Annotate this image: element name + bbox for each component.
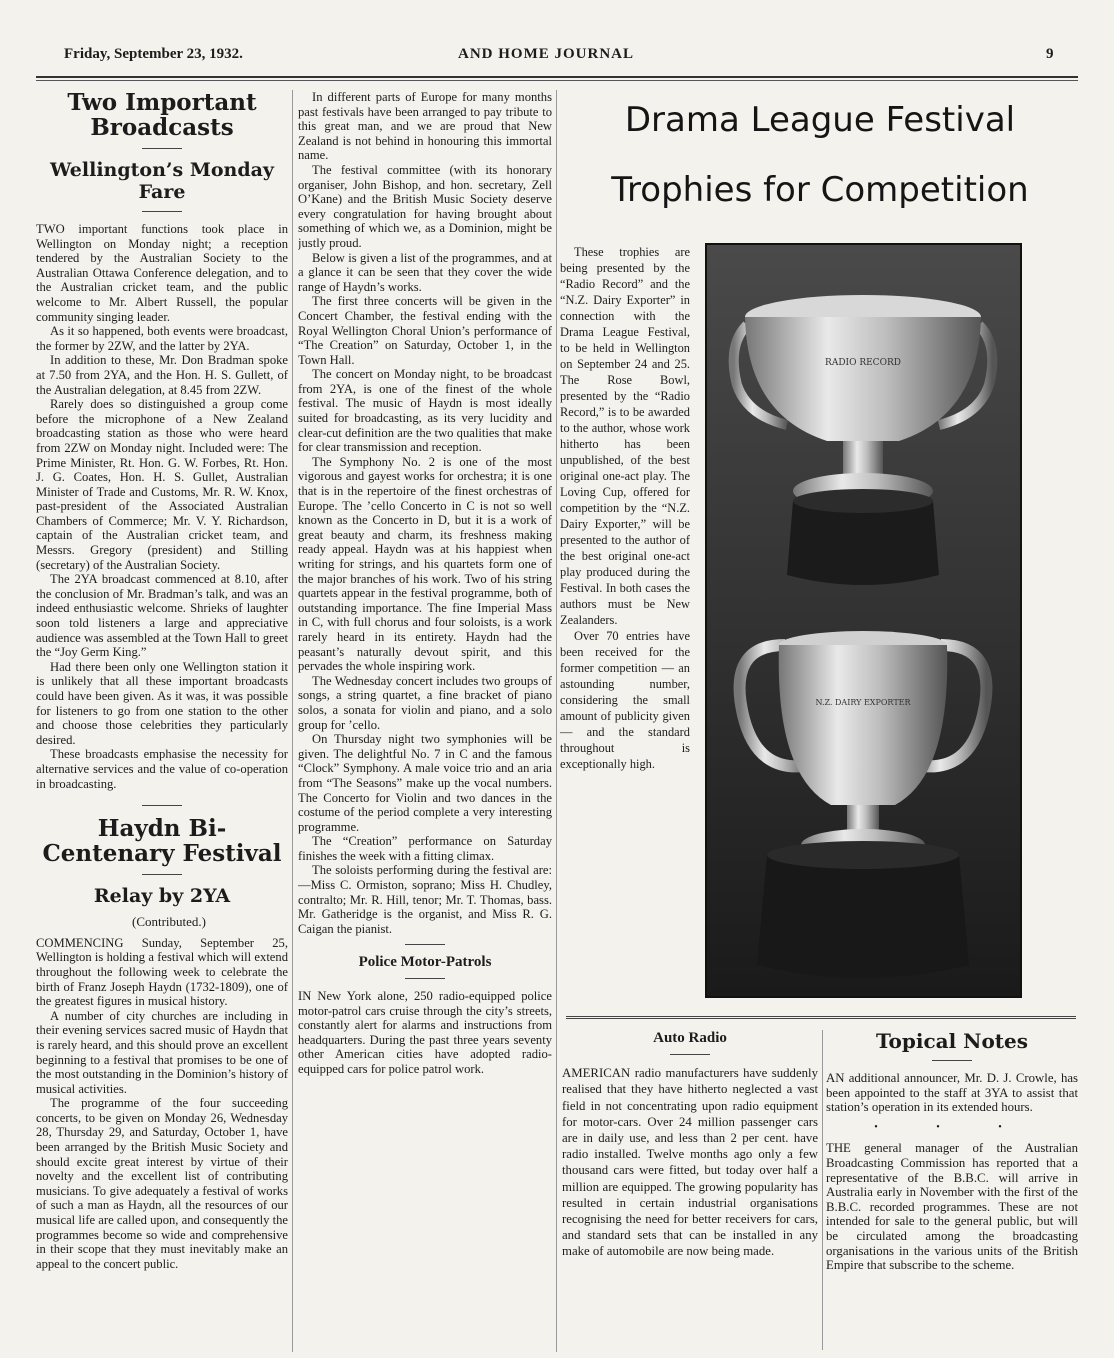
page-number: 9 [1046,46,1054,62]
trophies-illustration [707,245,1020,996]
article2-title: Haydn Bi-Centenary Festival [42,815,282,868]
drama-title-line1: Drama League Festival [624,100,1016,140]
article2-paragraph: The programme of the four succeeding concerts, to be given on Monday 26, Wednesday 28, Thursday 29, and Saturday, October 1, have been arranged by the British Music Society and should excite great interest by virtue of their novelty and the excellent list of contributing musicians. To give adequately a festival of works of such a man as Haydn, all the resources of our musical life are called upon, and consequently the programmes become so wide and comprehensive in their scope that they must inevitably make an appeal to the concert public. [36,1096,288,1271]
article2-paragraph: The concert on Monday night, to be broadcast from 2YA, is one of the finest of the whole festival. The music of Haydn is most ideally suited for broadcasting, as its very lucidity and clear-cut definition are the two qualities that make for clear transmission and reception. [298,367,552,455]
section-rule [566,1016,1076,1019]
rose-bowl-engraving: RADIO RECORD [825,358,901,368]
topical-notes-column [826,1030,1078,1273]
article2-paragraph: In different parts of Europe for many months past festivals have been arranged to pay tribute to this great man, and we are proud that New Zealand is not behind in honouring this immortal name. [298,90,552,163]
masthead-rule [36,76,1078,78]
article2-subtitle: Relay by 2YA [93,885,231,908]
separator-dots: • • • [874,1121,1030,1133]
column-rule [822,1030,823,1350]
trophies-photo [705,243,1022,998]
article2-paragraph: A number of city churches are including in their evening services sacred music of Haydn that is rarely heard, and this should prove an excellent beginning to a festival that promises to be one of the most outstanding in the Dominion’s history of musical activities. [36,1008,288,1096]
auto-radio-paragraph: AMERICAN radio manufacturers have suddenly realised that they have hitherto neglected a vast field in not concentrating upon radio equipment for motor-cars. Over 24 million passenger cars are in daily use, and less than 2 per cent. have radio installed. Twelve months ago only a few thousand cars were fitted, but today over half a million are equipped. The growing popularity has resulted in certain industrial organisations recognising the need for better receivers for cars, and standard sets that can be installed in any make of automobile are now being made. [562,1066,818,1259]
drama-paragraph: Over 70 entries have been received for the former competition — an astounding number, considering the small amount of publicity given — and the standard throughout is exceptionally high. [560,629,690,771]
article1-paragraph: Rarely does so distinguished a group come before the microphone of a New Zealand broadcasting station as those who were heard from 2ZW on Monday night. Included were: The Prime Minister, Rt. Hon. G. W. Forbes, Rt. Hon. J. G. Coates, Hon. H. S. Gullet, Australian Minister of Trade and Customs, Mr. R. W. Knox, past-president of the Associated Australian Chambers of Commerce; Mr. V. Y. Richardson, captain of the Australian cricket team, and Messrs. Gregory (president) and Stilling (secretary) of the Australian Society. [36,397,288,572]
divider [142,805,182,806]
article2-paragraph: Below is given a list of the programmes, and at a glance it can be seen that they cover the wide range of Haydn’s works. [298,250,552,294]
auto-radio-column [562,1030,818,1260]
article1-subtitle: Wellington’s Monday Fare [50,159,274,203]
drama-text-column [560,244,690,772]
drama-paragraph: These trophies are being presented by the “Radio Record” and the “N.Z. Dairy Exporter” in connection with the Drama League Festival, to be held in Wellington on September 24 and 25. The Rose Bowl, presented by the “Radio Record,” is to be awarded to the author, whose work hitherto has been unpublished, of the best original one-act play. The Loving Cup, offered for competition by the “N.Z. Dairy Exporter,” will be presented to the author of the best original one-act play produced during the Festival. In both cases the authors must be New Zealanders. [560,245,690,627]
article1-paragraph: Had there been only one Wellington station it is unlikely that all these important broadcasts could have been given. As it was, it was possible for listeners to go from one station to the other and choose those celebrities they particularly desired. [36,659,288,747]
article1-title: Two Important Broadcasts [67,90,257,141]
article2-paragraph: The soloists performing during the festival are:—Miss C. Ormiston, soprano; Miss H. Chudley, contralto; Mr. R. Hill, tenor; Mr. T. Thomas, bass. Mr. Gatheridge is the organist, and Miss R. G. Caigan the pianist. [298,863,552,936]
divider [142,148,182,149]
divider [142,211,182,212]
article1-paragraph: These broadcasts emphasise the necessity for alternative services and the value of co-operation in broadcasting. [36,747,288,791]
article1-paragraph: As it so happened, both events were broadcast, the former by 2ZW, and the latter by 2YA. [36,324,288,353]
article2-byline: (Contributed.) [131,914,206,930]
topical-paragraph: THE general manager of the Australian Broadcasting Commission has reported that a representative of the B.B.C. will arrive in Australia early in November with the first of the B.B.C. recorded programmes. These are not intended for sale to the general public, but will be circulated among the broadcasting organisations in the various units of the British Empire that subscribe to the scheme. [826,1141,1078,1273]
masthead-date: Friday, September 23, 1932. [64,46,243,62]
divider [142,874,182,875]
divider [932,1060,972,1061]
column-2 [298,90,552,1352]
article2-paragraph: COMMENCING Sunday, September 25, Wellington is holding a festival which will extend throughout the following week to celebrate the birth of Franz Joseph Haydn (1732-1809), one of the greatest figures in musical history. [36,935,288,1009]
divider [405,944,445,945]
article2-paragraph: The “Creation” performance on Saturday finishes the week with a fitting climax. [298,834,552,863]
article3-title: Police Motor-Patrols [358,954,492,971]
column-rule [556,90,557,1352]
article2-paragraph: On Thursday night two symphonies will be given. The delightful No. 7 in C and the famous “Clock” Symphony. A male voice trio and an aria from “The Seasons” make up the vocal numbers. The Concerto for Violin and two dances in the costume of the period complete a very interesting programme. [298,732,552,834]
auto-radio-title: Auto Radio [653,1030,727,1046]
article2-paragraph: The first three concerts will be given in the Concert Chamber, the festival ending with the Royal Wellington Choral Union’s performance of “The Creation” on Saturday, October 1, in the Town Hall. [298,294,552,367]
column-1 [36,90,288,1352]
masthead-journal: AND HOME JOURNAL [458,46,634,62]
article1-paragraph: TWO important functions took place in Wellington on Monday night; a reception tendered by the Australian Society to the Australian Ottawa Conference delegation, and to the Australian cricket team, and the public welcome to Mr. Albert Russell, the popular community singing leader. [36,222,288,324]
article2-paragraph: The Symphony No. 2 is one of the most vigorous and gayest works for orchestra; it is one that is in the repertoire of the finest orchestras of Europe. The ’cello Concerto in C is not so well known as the Concerto in D, but it is a work of great beauty and charm, its freshness making ready appeal. Haydn was at his happiest when writing for strings, and his quartets form one of the major branches of his work. Two of his string quartets appear in the festival programme, both of outstanding importance. The fine Imperial Mass in C, with full chorus and four soloists, is a work rarely heard in its entirety. Haydn had the peasant’s naturally devout spirit, and this pervades the whole inspiring work. [298,454,552,674]
article3-paragraph: IN New York alone, 250 radio-equipped police motor-patrol cars cruise through the city’s streets, constantly alert for alarms and instructions from headquarters. During the past three years seventy other American cities have adopted radio-equipped cars for police patrol work. [298,989,552,1076]
article2-paragraph: The festival committee (with its honorary organiser, John Bishop, and hon. secretary, Zell O’Kane) and the British Music Society deserve every congratulation for having brought about something of which we, as a Dominion, might be justly proud. [298,162,552,250]
topical-notes-title: Topical Notes [875,1029,1029,1053]
article1-paragraph: In addition to these, Mr. Don Bradman spoke at 7.50 from 2YA, and the Hon. H. S. Gullett, of the Australian delegation, at 8.45 from 2ZW. [36,353,288,397]
divider [405,978,445,979]
divider [670,1054,710,1055]
column-rule [292,90,293,1352]
loving-cup-engraving: N.Z. DAIRY EXPORTER [815,698,911,707]
article1-paragraph: The 2YA broadcast commenced at 8.10, after the conclusion of Mr. Bradman’s talk, and was an indeed enthusiastic welcome. Shrieks of laughter soon told listeners a large and appreciative audience was assembled at the Town Hall to greet the “Joy Germ King.” [36,572,288,660]
masthead-rule-thin [36,80,1078,81]
drama-title-line2: Trophies for Competition [611,170,1029,210]
article2-paragraph: The Wednesday concert includes two groups of songs, a string quartet, a fine bracket of piano solos, a sonata for violin and piano, and a solo group for ’cello. [298,673,552,732]
topical-paragraph: AN additional announcer, Mr. D. J. Crowle, has been appointed to the staff at 3YA to assist that station’s operation in its extended hours. [826,1071,1078,1115]
